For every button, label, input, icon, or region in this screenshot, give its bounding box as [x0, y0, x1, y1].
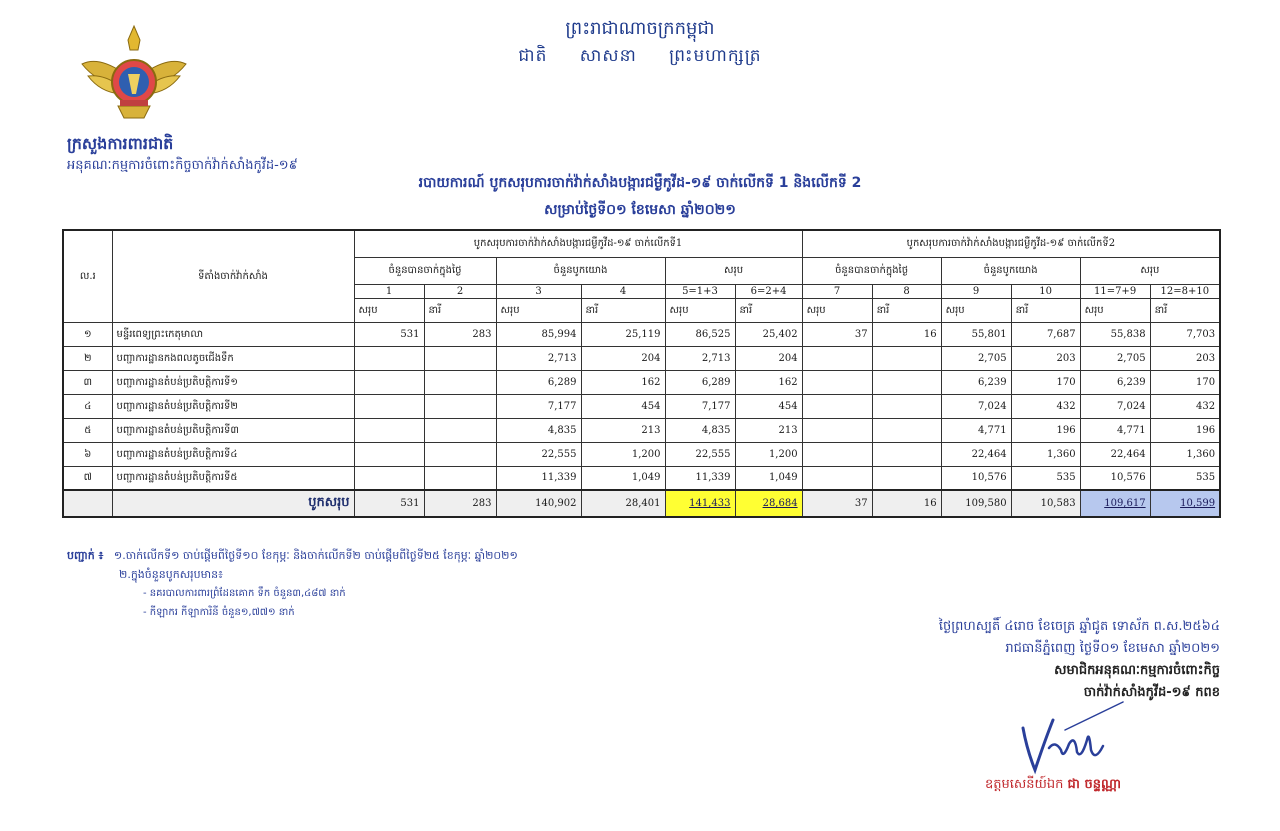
row-value-cell	[872, 346, 941, 370]
row-site-name: បញ្ជាការដ្ឋានកងពលតូចជើងទឹក	[112, 346, 354, 370]
row-value-cell: 10,576	[941, 466, 1011, 490]
total-cell: 140,902	[496, 490, 581, 517]
total-row	[63, 490, 1220, 517]
row-value-cell: 2,713	[665, 346, 735, 370]
row-value-cell: 454	[581, 394, 665, 418]
col-number: 3	[496, 284, 581, 298]
table-row	[63, 346, 1220, 370]
dose2-cumulative-header: ចំនួនបូកយោង	[941, 257, 1080, 284]
table-row	[63, 322, 1220, 346]
row-value-cell	[354, 442, 424, 466]
signer-role-1: សមាជិកអនុគណៈកម្មការចំពោះកិច្ច	[1054, 663, 1220, 678]
notes-line1: ១.ចាក់លើកទី១ ចាប់ផ្តើមពីថ្ងៃទី១០ ខែកុម្ភៈ និងចាក់លើកទី២ ចាប់ផ្តើមពីថ្ងៃទី២៥ ខែកុម្ភៈ ឆ្នាំ២០២១	[113, 549, 518, 562]
notes	[67, 546, 518, 622]
report-title: របាយការណ៍ បូកសរុបការចាក់វ៉ាក់សាំងបង្ការជម្ងឺកូវីដ-១៩ ចាក់លើកទី 1 និងលើកទី 2	[418, 175, 862, 191]
row-value-cell: 4,771	[1080, 418, 1150, 442]
row-value-cell: 162	[581, 370, 665, 394]
row-value-cell: 7,024	[1080, 394, 1150, 418]
row-value-cell: 1,360	[1150, 442, 1220, 466]
signer-role-2: ចាក់វ៉ាក់សាំងកូវីដ-១៩ កពខ	[1083, 685, 1220, 700]
row-value-cell	[424, 442, 496, 466]
row-value-cell: 25,402	[735, 322, 802, 346]
dose1-today-header: ចំនួនបានចាក់ក្នុងថ្ងៃ	[354, 257, 496, 284]
row-value-cell	[802, 370, 872, 394]
row-value-cell: 11,339	[496, 466, 581, 490]
row-value-cell: 6,289	[496, 370, 581, 394]
total-cell-highlight: 10,599	[1150, 490, 1220, 517]
row-value-cell	[872, 442, 941, 466]
row-value-cell: 85,994	[496, 322, 581, 346]
row-value-cell: 1,049	[735, 466, 802, 490]
unit-total: សរុប	[354, 298, 424, 322]
handwritten-signature-icon	[1005, 700, 1125, 780]
row-value-cell: 203	[1011, 346, 1080, 370]
row-value-cell: 203	[1150, 346, 1220, 370]
dose1-cumulative-header: ចំនួនបូកយោង	[496, 257, 665, 284]
vaccination-table	[62, 229, 1221, 518]
row-index: ៤	[63, 394, 112, 418]
row-value-cell	[424, 394, 496, 418]
row-value-cell: 204	[735, 346, 802, 370]
date-solar: រាជធានីភ្នំពេញ ថ្ងៃទី០១ ខែមេសា ឆ្នាំ២០២១	[1005, 641, 1220, 656]
row-site-name: បញ្ជាការដ្ឋានតំបន់ប្រតិបត្តិការទី២	[112, 394, 354, 418]
unit-total: សរុប	[802, 298, 872, 322]
unit-total: សរុប	[941, 298, 1011, 322]
table-row	[63, 370, 1220, 394]
col-number: 4	[581, 284, 665, 298]
total-cell: 37	[802, 490, 872, 517]
row-value-cell: 11,339	[665, 466, 735, 490]
row-value-cell: 25,119	[581, 322, 665, 346]
notes-line3: - នគរបាលការពារព្រំដែនគោក ទឹក ចំនួន៣,៤៨៧ នាក់	[143, 588, 346, 599]
total-cell: 109,580	[941, 490, 1011, 517]
row-value-cell: 55,801	[941, 322, 1011, 346]
row-value-cell	[872, 466, 941, 490]
row-value-cell: 7,177	[496, 394, 581, 418]
row-value-cell	[872, 370, 941, 394]
row-value-cell: 535	[1011, 466, 1080, 490]
col-index-header: ល.រ	[63, 230, 112, 322]
unit-female: នារី	[1150, 298, 1220, 322]
row-value-cell: 1,360	[1011, 442, 1080, 466]
notes-label: បញ្ជាក់ ៖	[67, 549, 104, 562]
row-value-cell: 196	[1011, 418, 1080, 442]
dose1-total-header: សរុប	[665, 257, 802, 284]
row-site-name: បញ្ជាការដ្ឋានតំបន់ប្រតិបត្តិការទី៤	[112, 442, 354, 466]
row-value-cell	[354, 394, 424, 418]
row-value-cell: 283	[424, 322, 496, 346]
total-index-cell	[63, 490, 112, 517]
dose1-group-header: បូកសរុបការចាក់វ៉ាក់សាំងបង្ការជម្ងឺកូវីដ-១៩ ចាក់លើកទី1	[354, 230, 802, 257]
col-number: 7	[802, 284, 872, 298]
row-site-name: បញ្ជាការដ្ឋានតំបន់ប្រតិបត្តិការទី៥	[112, 466, 354, 490]
row-value-cell: 86,525	[665, 322, 735, 346]
row-value-cell	[872, 394, 941, 418]
row-value-cell: 7,177	[665, 394, 735, 418]
row-index: ១	[63, 322, 112, 346]
row-value-cell: 22,555	[496, 442, 581, 466]
total-cell: 10,583	[1011, 490, 1080, 517]
col-number: 12=8+10	[1150, 284, 1220, 298]
row-value-cell: 55,838	[1080, 322, 1150, 346]
row-value-cell: 4,835	[665, 418, 735, 442]
row-value-cell: 1,200	[735, 442, 802, 466]
notes-line4: - កីឡាករ កីឡាការិនី ចំនួន១,៧៧១ នាក់	[143, 607, 295, 618]
row-value-cell: 170	[1150, 370, 1220, 394]
dose2-today-header: ចំនួនបានចាក់ក្នុងថ្ងៃ	[802, 257, 941, 284]
table-row	[63, 418, 1220, 442]
notes-line2: ២.ក្នុងចំនួនបូកសរុបមាន៖	[119, 568, 223, 581]
ministry-emblem-icon	[78, 24, 190, 124]
kingdom-title: ព្រះរាជាណាចក្រកម្ពុជា	[565, 18, 715, 39]
row-value-cell	[424, 370, 496, 394]
row-value-cell	[354, 370, 424, 394]
row-value-cell: 37	[802, 322, 872, 346]
unit-female: នារី	[581, 298, 665, 322]
row-value-cell: 454	[735, 394, 802, 418]
row-index: ៧	[63, 466, 112, 490]
row-value-cell: 531	[354, 322, 424, 346]
col-number: 11=7+9	[1080, 284, 1150, 298]
row-value-cell: 196	[1150, 418, 1220, 442]
col-site-header: ទីតាំងចាក់វ៉ាក់សាំង	[112, 230, 354, 322]
row-value-cell: 7,024	[941, 394, 1011, 418]
row-index: ៣	[63, 370, 112, 394]
col-number: 6=2+4	[735, 284, 802, 298]
row-value-cell: 6,239	[941, 370, 1011, 394]
row-value-cell: 10,576	[1080, 466, 1150, 490]
date-lunar: ថ្ងៃព្រហស្បតិ៍ ៤រោច ខែចេត្រ ឆ្នាំជូត ទោស័ក ព.ស.២៥៦៤	[938, 619, 1220, 634]
total-cell: 28,401	[581, 490, 665, 517]
row-site-name: មន្ទីរពេទ្យព្រះកេតុមាលា	[112, 322, 354, 346]
dose2-total-header: សរុប	[1080, 257, 1220, 284]
row-value-cell: 2,705	[1080, 346, 1150, 370]
row-value-cell: 213	[735, 418, 802, 442]
row-value-cell	[872, 418, 941, 442]
row-value-cell: 432	[1150, 394, 1220, 418]
row-value-cell	[802, 418, 872, 442]
row-value-cell: 16	[872, 322, 941, 346]
col-number: 9	[941, 284, 1011, 298]
signer-rank: ឧត្តមសេនីយ៍ឯក	[985, 777, 1064, 792]
row-value-cell: 4,835	[496, 418, 581, 442]
unit-female: នារី	[424, 298, 496, 322]
row-value-cell: 22,464	[1080, 442, 1150, 466]
row-index: ២	[63, 346, 112, 370]
row-value-cell: 7,687	[1011, 322, 1080, 346]
motto-nation: ជាតិ	[518, 46, 548, 66]
row-value-cell	[802, 346, 872, 370]
col-number: 5=1+3	[665, 284, 735, 298]
row-site-name: បញ្ជាការដ្ឋានតំបន់ប្រតិបត្តិការទី១	[112, 370, 354, 394]
row-value-cell: 6,239	[1080, 370, 1150, 394]
row-value-cell	[802, 442, 872, 466]
total-cell: 16	[872, 490, 941, 517]
row-value-cell	[354, 346, 424, 370]
col-number: 10	[1011, 284, 1080, 298]
row-site-name: បញ្ជាការដ្ឋានតំបន់ប្រតិបត្តិការទី៣	[112, 418, 354, 442]
row-value-cell: 1,200	[581, 442, 665, 466]
motto-religion: សាសនា	[579, 46, 637, 66]
total-cell-highlight: 28,684	[735, 490, 802, 517]
col-number: 8	[872, 284, 941, 298]
row-value-cell: 2,713	[496, 346, 581, 370]
row-value-cell: 4,771	[941, 418, 1011, 442]
row-value-cell	[354, 418, 424, 442]
signature-block	[880, 616, 1220, 704]
unit-total: សរុប	[496, 298, 581, 322]
row-value-cell: 7,703	[1150, 322, 1220, 346]
row-value-cell	[802, 394, 872, 418]
total-cell: 283	[424, 490, 496, 517]
unit-female: នារី	[872, 298, 941, 322]
total-label: បូកសរុប	[112, 490, 354, 517]
kingdom-motto	[0, 45, 1280, 70]
unit-total: សរុប	[1080, 298, 1150, 322]
row-value-cell: 535	[1150, 466, 1220, 490]
row-value-cell	[802, 466, 872, 490]
row-value-cell	[424, 418, 496, 442]
row-value-cell: 22,464	[941, 442, 1011, 466]
total-cell-highlight: 141,433	[665, 490, 735, 517]
col-number: 2	[424, 284, 496, 298]
signer-fullname: ជា ចន្ទណ្ណា	[1067, 777, 1121, 792]
signer-name	[985, 776, 1121, 795]
row-value-cell: 1,049	[581, 466, 665, 490]
row-value-cell: 162	[735, 370, 802, 394]
row-value-cell	[424, 466, 496, 490]
row-index: ៦	[63, 442, 112, 466]
ministry-name: ក្រសួងការពារជាតិ	[67, 134, 174, 153]
table-row	[63, 442, 1220, 466]
total-cell-highlight: 109,617	[1080, 490, 1150, 517]
committee-name: អនុគណៈកម្មការចំពោះកិច្ចចាក់វ៉ាក់សាំងកូវីដ-១៩	[67, 158, 298, 173]
row-index: ៥	[63, 418, 112, 442]
row-value-cell: 2,705	[941, 346, 1011, 370]
total-cell: 531	[354, 490, 424, 517]
dose2-group-header: បូកសរុបការចាក់វ៉ាក់សាំងបង្ការជម្ងឺកូវីដ-១៩ ចាក់លើកទី2	[802, 230, 1220, 257]
row-value-cell	[424, 346, 496, 370]
row-value-cell: 22,555	[665, 442, 735, 466]
row-value-cell: 432	[1011, 394, 1080, 418]
row-value-cell	[354, 466, 424, 490]
row-value-cell: 204	[581, 346, 665, 370]
row-value-cell: 170	[1011, 370, 1080, 394]
unit-female: នារី	[735, 298, 802, 322]
motto-king: ព្រះមហាក្សត្រ	[669, 46, 762, 66]
row-value-cell: 213	[581, 418, 665, 442]
unit-total: សរុប	[665, 298, 735, 322]
table-row	[63, 394, 1220, 418]
report-subtitle: សម្រាប់ថ្ងៃទី០១ ខែមេសា ឆ្នាំ២០២១	[544, 202, 736, 218]
table-row	[63, 466, 1220, 490]
unit-female: នារី	[1011, 298, 1080, 322]
row-value-cell: 6,289	[665, 370, 735, 394]
col-number: 1	[354, 284, 424, 298]
